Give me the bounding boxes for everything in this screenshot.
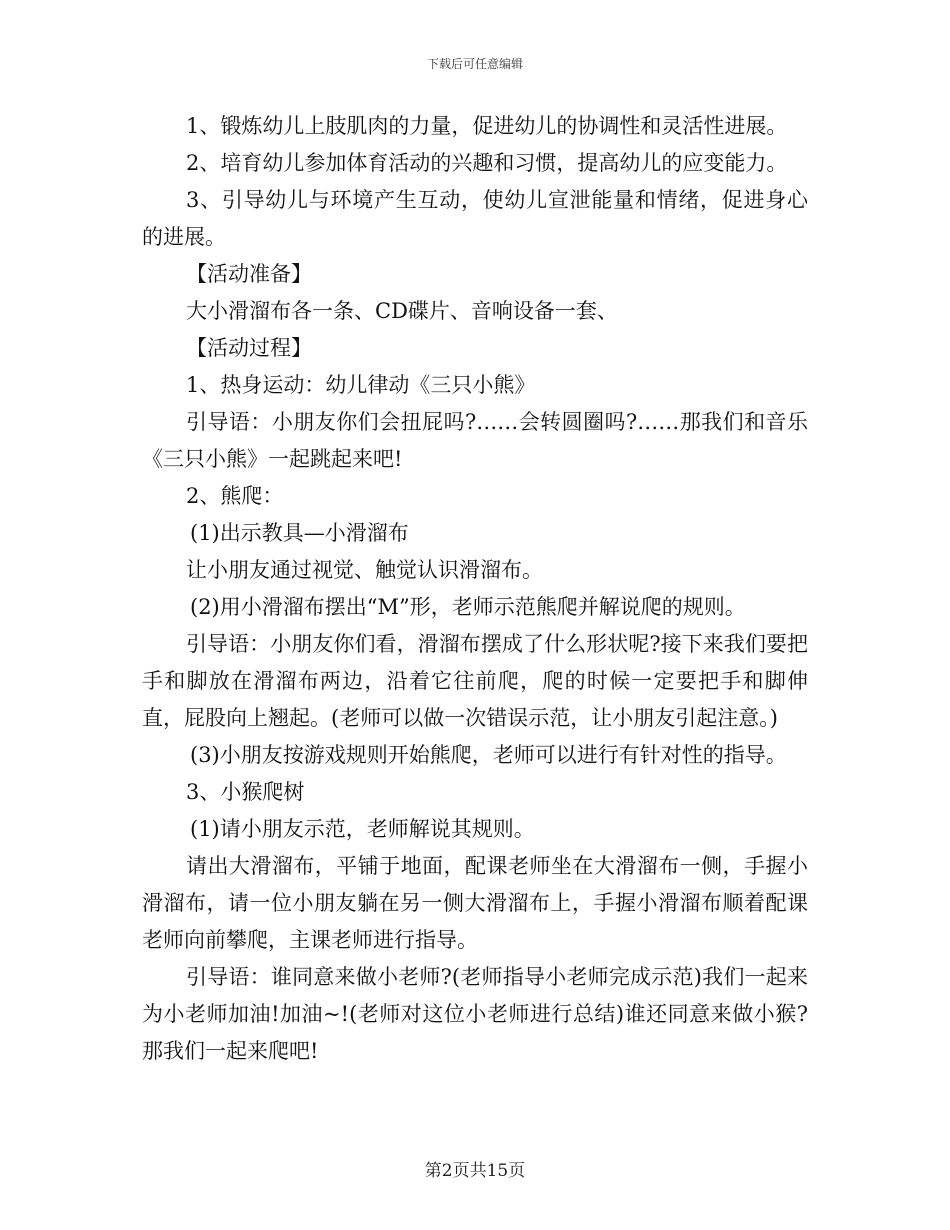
- paragraph-substep-1: (1)出示教具—小滑溜布: [190, 521, 409, 545]
- paragraph-step-2: 2、熊爬：: [186, 484, 284, 508]
- document-body: [142, 108, 808, 1070]
- section-heading-process: 【活动过程】: [186, 336, 312, 360]
- page-header: 下载后可任意编辑: [426, 57, 523, 71]
- paragraph-substep-3: (3)小朋友按游戏规则开始熊爬，老师可以进行有针对性的指导。: [190, 743, 787, 767]
- paragraph-step-1: 1、热身运动：幼儿律动《三只小熊》: [186, 373, 536, 397]
- paragraph-materials: 大小滑溜布各一条、CD碟片、音响设备一套、: [186, 299, 618, 323]
- paragraph-step-3: 3、小猴爬树: [186, 780, 305, 804]
- paragraph-guide-1: 引导语：小朋友你们会扭屁吗?……会转圆圈吗?……那我们和音乐《三只小熊》一起跳起来吧!: [142, 410, 808, 471]
- page-footer: 第2页共15页: [424, 1161, 526, 1181]
- paragraph-goal-3: 3、引导幼儿与环境产生互动，使幼儿宣泄能量和情绪，促进身心的进展。: [142, 188, 808, 249]
- section-heading-preparation: 【活动准备】: [186, 262, 312, 286]
- paragraph-setup: 请出大滑溜布，平铺于地面，配课老师坐在大滑溜布一侧，手握小滑溜布，请一位小朋友躺在另一侧大滑溜布上，手握小滑溜布顺着配课老师向前攀爬，主课老师进行指导。: [142, 854, 808, 952]
- paragraph-goal-1: 1、锻炼幼儿上肢肌肉的力量，促进幼儿的协调性和灵活性进展。: [186, 114, 788, 138]
- paragraph-guide-3: 引导语：谁同意来做小老师?(老师指导小老师完成示范)我们一起来为小老师加油!加油~!(老师对这位小老师进行总结)谁还同意来做小猴?那我们一起来爬吧!: [142, 965, 808, 1063]
- paragraph-goal-2: 2、培育幼儿参加体育活动的兴趣和习惯，提高幼儿的应变能力。: [186, 151, 788, 175]
- paragraph-substep-4: (1)请小朋友示范，老师解说其规则。: [190, 817, 535, 841]
- paragraph-recognize: 让小朋友通过视觉、触觉认识滑溜布。: [186, 558, 543, 582]
- paragraph-guide-2: 引导语：小朋友你们看，滑溜布摆成了什么形状呢?接下来我们要把手和脚放在滑溜布两边，沿着它往前爬，爬的时候一定要把手和脚伸直，屁股向上翘起。(老师可以做一次错误示范，让小朋友引起注意。): [142, 632, 808, 730]
- paragraph-substep-2: (2)用小滑溜布摆出“M”形，老师示范熊爬并解说爬的规则。: [190, 595, 746, 619]
